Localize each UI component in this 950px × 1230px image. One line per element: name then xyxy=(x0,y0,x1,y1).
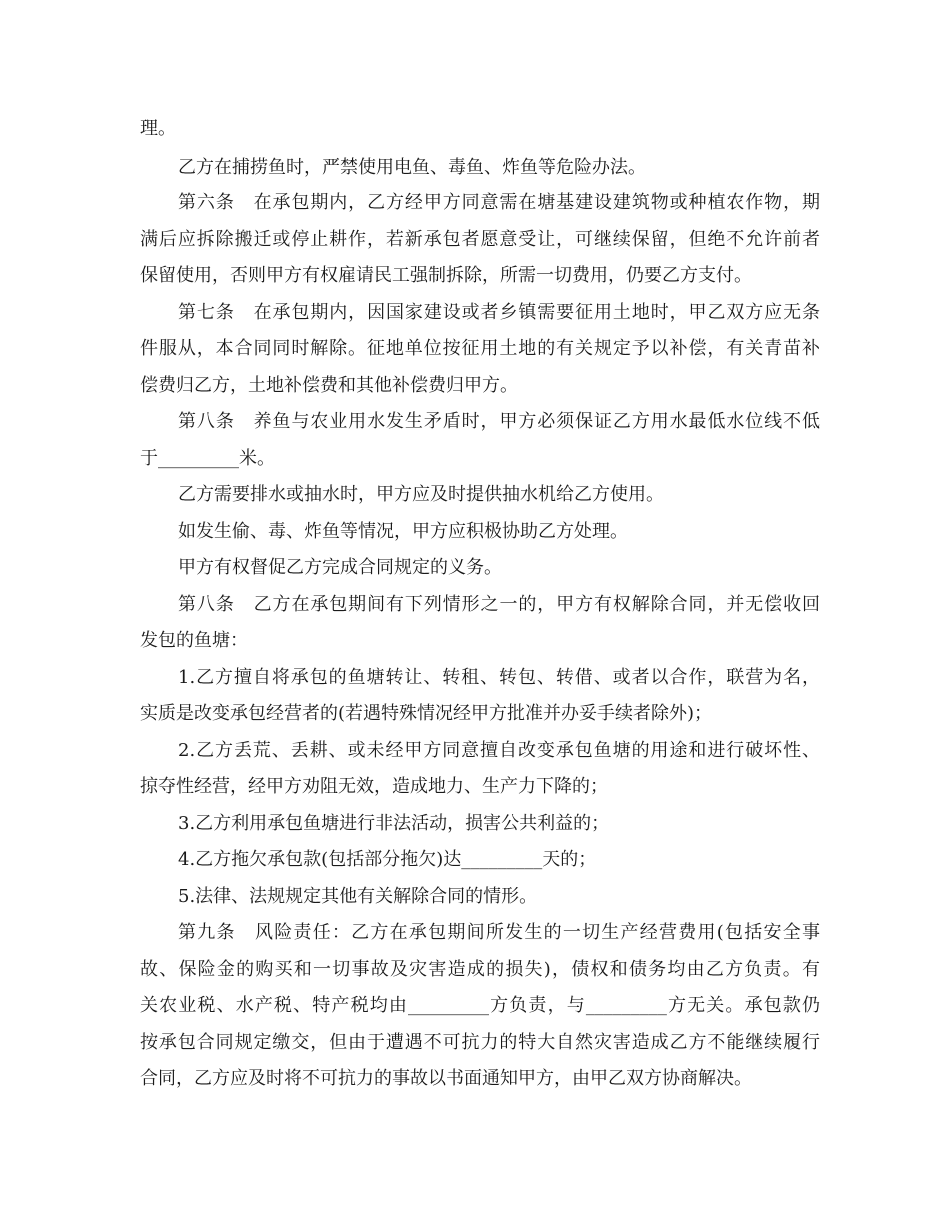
article-9-line-4: 按承包合同规定缴交，但由于遭遇不可抗力的特大自然灾害造成乙方不能继续履行 xyxy=(140,1032,820,1053)
article-9-line-3: 关农业税、水产税、特产税均由_________方负责，与_________方无关。承包款仍 xyxy=(140,995,820,1016)
article-7-line-1: 第七条 在承包期内，因国家建设或者乡镇需要征用土地时，甲乙双方应无条 xyxy=(178,302,820,323)
item-1-line-2: 实质是改变承包经营者的(若遇特殊情况经甲方批准并办妥手续者除外)； xyxy=(140,703,713,724)
article-6-line-1: 第六条 在承包期内，乙方经甲方同意需在塘基建设建筑物或种植农作物，期 xyxy=(178,192,820,213)
article-6-line-3: 保留使用，否则甲方有权雇请民工强制拆除，所需一切费用，仍要乙方支付。 xyxy=(140,265,752,286)
paragraph-continuation: 理。 xyxy=(140,118,176,139)
article-7-line-3: 偿费归乙方，土地补偿费和其他补偿费归甲方。 xyxy=(140,375,518,396)
article-6-line-2: 满后应拆除搬迁或停止耕作，若新承包者愿意受让，可继续保留，但绝不允许前者 xyxy=(140,229,820,250)
article-8a-line-1: 第八条 养鱼与农业用水发生矛盾时，甲方必须保证乙方用水最低水位线不低 xyxy=(178,411,820,432)
paragraph-supervise: 甲方有权督促乙方完成合同规定的义务。 xyxy=(178,557,502,578)
article-7-line-2: 件服从，本合同同时解除。征地单位按征用土地的有关规定予以补偿，有关青苗补 xyxy=(140,338,820,359)
item-4: 4.乙方拖欠承包款(包括部分拖欠)达_________天的； xyxy=(178,849,597,870)
article-8b-line-1: 第八条 乙方在承包期间有下列情形之一的，甲方有权解除合同，并无偿收回 xyxy=(178,594,820,615)
item-1-line-1: 1.乙方擅自将承包的鱼塘转让、转租、转包、转借、或者以合作，联营为名， xyxy=(178,667,820,688)
paragraph-fishing-rule: 乙方在捕捞鱼时，严禁使用电鱼、毒鱼、炸鱼等危险办法。 xyxy=(178,157,646,178)
article-8b-line-2: 发包的鱼塘： xyxy=(140,630,248,651)
item-5: 5.法律、法规规定其他有关解除合同的情形。 xyxy=(178,886,538,907)
article-9-line-1: 第九条 风险责任：乙方在承包期间所发生的一切生产经营费用(包括安全事 xyxy=(178,922,820,943)
item-2-line-2: 掠夺性经营，经甲方劝阻无效，造成地力、生产力下降的； xyxy=(140,776,608,797)
article-9-line-5: 合同，乙方应及时将不可抗力的事故以书面通知甲方，由甲乙双方协商解决。 xyxy=(140,1068,752,1089)
item-2-line-1: 2.乙方丢荒、丢耕、或未经甲方同意擅自改变承包鱼塘的用途和进行破坏性、 xyxy=(178,740,820,761)
article-9-line-2: 故、保险金的购买和一切事故及灾害造成的损失)，债权和债务均由乙方负责。有 xyxy=(140,959,820,980)
article-8a-line-2: 于_________米。 xyxy=(140,448,275,469)
paragraph-theft: 如发生偷、毒、炸鱼等情况，甲方应积极协助乙方处理。 xyxy=(178,521,628,542)
item-3: 3.乙方利用承包鱼塘进行非法活动，损害公共利益的； xyxy=(178,813,610,834)
paragraph-pumping: 乙方需要排水或抽水时，甲方应及时提供抽水机给乙方使用。 xyxy=(178,484,664,505)
